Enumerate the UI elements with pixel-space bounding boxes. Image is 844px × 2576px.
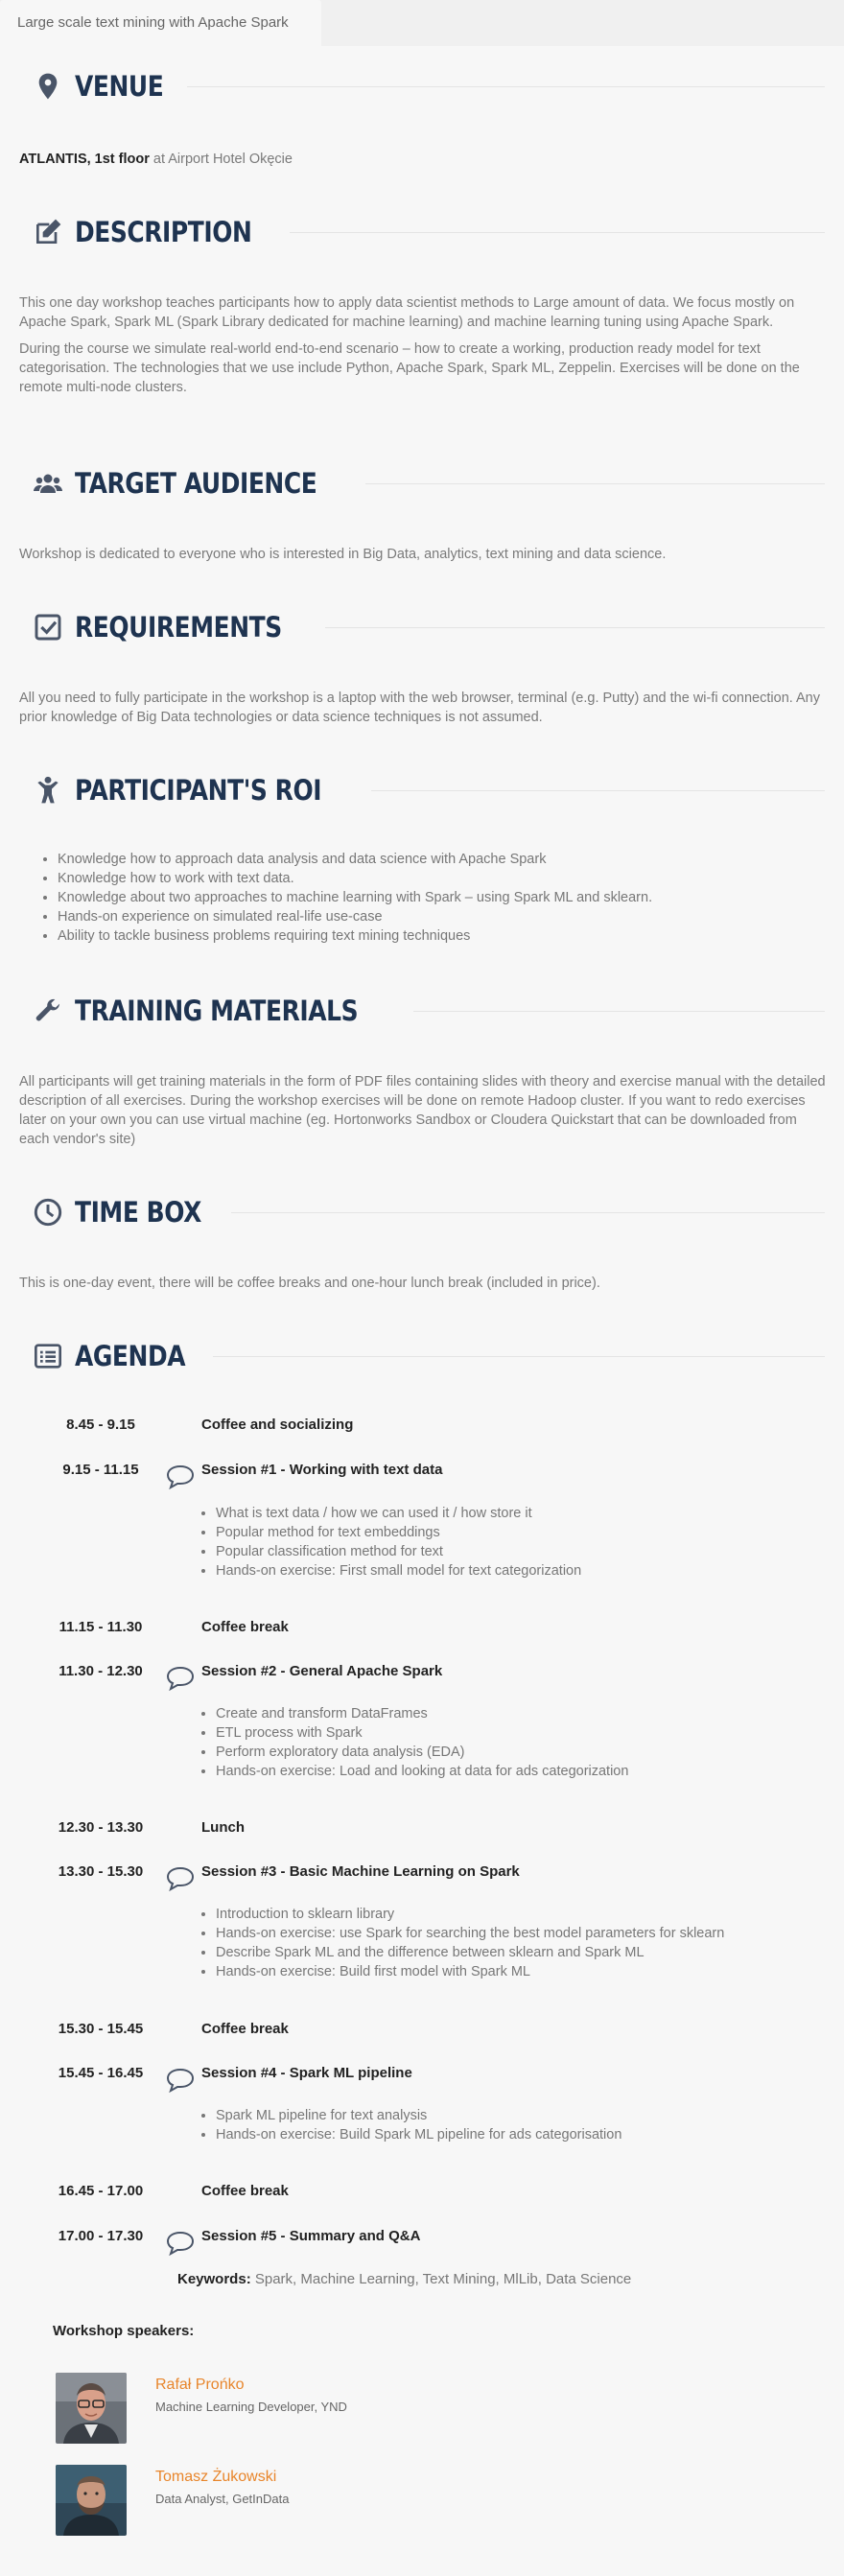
- agenda-item: • Popular method for text embeddings: [216, 1523, 810, 1542]
- requirements-heading: [29, 608, 825, 646]
- divider: [371, 790, 825, 791]
- speakers-title: Workshop speakers:: [53, 2323, 195, 2339]
- agenda-title: Session #3 - Basic Machine Learning on Spark: [201, 1863, 520, 1880]
- agenda-time: 16.45 - 17.00: [58, 2183, 144, 2199]
- agenda-title: Coffee break: [201, 1619, 289, 1635]
- agenda-row: [0, 1458, 844, 1487]
- agenda-item: • What is text data / how we can used it / how store it: [216, 1504, 810, 1523]
- agenda-row: [0, 2179, 844, 2208]
- tab-workshop[interactable]: Large scale text mining with Apache Spark: [0, 0, 321, 46]
- timebox-text: This is one-day event, there will be coffee breaks and one-hour lunch break (included in price).: [19, 1276, 600, 1291]
- speech-bubble-icon: [165, 1464, 196, 1492]
- agenda-item: • Perform exploratory data analysis (EDA): [216, 1743, 810, 1762]
- audience-heading: [29, 464, 825, 503]
- clock-icon: [29, 1193, 67, 1231]
- agenda-title: Session #2 - General Apache Spark: [201, 1663, 443, 1679]
- agenda-items: [216, 1905, 810, 1981]
- description-title: DESCRIPTION: [75, 216, 252, 248]
- agenda-time: 11.30 - 12.30: [59, 1663, 143, 1679]
- agenda-title: Coffee and socializing: [201, 1417, 354, 1433]
- keywords: [177, 2271, 631, 2287]
- requirements-text: All you need to fully participate in the workshop is a laptop with the web browser, terminal (e.g. Putty) and the wi-fi connection. Any prior knowledge of Big Data technologies or data science techniques is not assumed.: [19, 691, 820, 725]
- speech-bubble-icon: [165, 2067, 196, 2096]
- speaker-role: Data Analyst, GetInData: [155, 2492, 290, 2506]
- agenda-row: [0, 2061, 844, 2090]
- agenda-time: 13.30 - 15.30: [58, 1863, 144, 1880]
- venue-hotel: at Airport Hotel Okęcie: [149, 152, 293, 167]
- roi-title: PARTICIPANT'S ROI: [75, 774, 322, 807]
- speaker-card[interactable]: [56, 2465, 727, 2538]
- users-icon: [29, 464, 67, 503]
- avatar: [56, 2465, 127, 2536]
- roi-item: • Hands-on experience on simulated real-life use-case: [58, 907, 806, 926]
- agenda-time: 12.30 - 13.30: [58, 1819, 144, 1836]
- description-heading: [29, 213, 825, 251]
- venue-text: [19, 150, 827, 169]
- agenda-item: • Hands-on exercise: Build Spark ML pipeline for ads categorisation: [216, 2125, 810, 2144]
- agenda-item: • Introduction to sklearn library: [216, 1905, 810, 1924]
- agenda-row: [0, 1615, 844, 1644]
- timebox-title: TIME BOX: [75, 1196, 201, 1229]
- map-marker-icon: [29, 67, 67, 105]
- agenda-row: [0, 2224, 844, 2253]
- venue-heading: [29, 67, 825, 105]
- divider: [213, 1356, 825, 1357]
- speech-bubble-icon: [165, 2230, 196, 2259]
- agenda-title: Session #1 - Working with text data: [201, 1462, 443, 1478]
- roi-item: • Knowledge about two approaches to machine learning with Spark – using Spark ML and sklearn.: [58, 888, 806, 907]
- agenda-item: • Hands-on exercise: Load and looking at data for ads categorization: [216, 1762, 810, 1781]
- divider: [187, 86, 825, 87]
- audience-text: Workshop is dedicated to everyone who is interested in Big Data, analytics, text mining and data science.: [19, 547, 667, 562]
- checkbox-icon: [29, 608, 67, 646]
- agenda-time: 15.30 - 15.45: [58, 2021, 144, 2037]
- divider: [231, 1212, 825, 1213]
- materials-title: TRAINING MATERIALS: [75, 995, 359, 1027]
- agenda-title: Coffee break: [201, 2183, 289, 2199]
- list-icon: [29, 1337, 67, 1375]
- agenda-items: [216, 1704, 810, 1781]
- agenda-item: • Hands-on exercise: First small model for text categorization: [216, 1561, 810, 1581]
- description-text: [19, 293, 827, 405]
- venue-place: ATLANTIS, 1st floor: [19, 152, 150, 167]
- agenda-heading: [29, 1337, 825, 1375]
- agenda-title: Lunch: [201, 1819, 245, 1836]
- divider: [365, 483, 825, 484]
- agenda-title: AGENDA: [75, 1340, 186, 1372]
- edit-icon: [29, 213, 67, 251]
- roi-item: • Knowledge how to approach data analysis and data science with Apache Spark: [58, 850, 806, 869]
- speaker-role: Machine Learning Developer, YND: [155, 2400, 347, 2414]
- agenda-row: [0, 1860, 844, 1888]
- speaker-card[interactable]: [56, 2373, 727, 2446]
- divider: [290, 232, 825, 233]
- roi-item: • Ability to tackle business problems requiring text mining techniques: [58, 926, 806, 946]
- materials-text: All participants will get training materials in the form of PDF files containing slides with theory and exercise manual with the detailed description of all exercises. During the workshop exercises will be done on remote Hadoop cluster. If you want to redo exercises later on your own you can use virtual machine (eg. Hortonworks Sandbox or Cloudera Quickstart that can be downloaded from each vendor's site): [19, 1074, 826, 1147]
- agenda-item: • Popular classification method for text: [216, 1542, 810, 1561]
- wrench-icon: [29, 992, 67, 1030]
- agenda-row: [0, 1413, 844, 1441]
- keywords-value: Spark, Machine Learning, Text Mining, MlLib, Data Science: [250, 2271, 632, 2287]
- keywords-label: Keywords:: [177, 2271, 251, 2287]
- roi-list: [58, 850, 806, 946]
- agenda-item: • Create and transform DataFrames: [216, 1704, 810, 1723]
- roi-heading: [29, 771, 825, 809]
- timebox-heading: [29, 1193, 825, 1231]
- roi-item: • Knowledge how to work with text data.: [58, 869, 806, 888]
- agenda-time: 17.00 - 17.30: [58, 2228, 144, 2244]
- agenda-item: • Hands-on exercise: Build first model with Spark ML: [216, 1962, 810, 1981]
- agenda-row: [0, 1815, 844, 1844]
- person-icon: [29, 771, 67, 809]
- audience-title: TARGET AUDIENCE: [75, 467, 317, 500]
- description-p2: During the course we simulate real-world end-to-end scenario – how to create a working, production ready model for text categorisation. The technologies that we use include Python, Apache Spark, Spark ML, Zeppelin. Exercises will be done on the remote multi-node clusters.: [19, 341, 800, 395]
- agenda-item: • ETL process with Spark: [216, 1723, 810, 1743]
- speaker-name[interactable]: Rafał Prońko: [155, 2377, 245, 2393]
- divider: [413, 1011, 825, 1012]
- agenda-row: [0, 2017, 844, 2046]
- description-p1: This one day workshop teaches participants how to apply data scientist methods to Large amount of data. We focus mostly on Apache Spark, Spark ML (Spark Library dedicated for machine learning) and machine learning tuning using Apache Spark.: [19, 295, 795, 330]
- speech-bubble-icon: [165, 1665, 196, 1694]
- speech-bubble-icon: [165, 1865, 196, 1894]
- agenda-time: 9.15 - 11.15: [62, 1462, 139, 1478]
- agenda-item: • Describe Spark ML and the difference between sklearn and Spark ML: [216, 1943, 810, 1962]
- agenda-items: [216, 2106, 810, 2144]
- agenda-item: • Spark ML pipeline for text analysis: [216, 2106, 810, 2125]
- agenda-title: Session #5 - Summary and Q&A: [201, 2228, 421, 2244]
- materials-heading: [29, 992, 825, 1030]
- divider: [325, 627, 825, 628]
- agenda-item: • Hands-on exercise: use Spark for searching the best model parameters for sklearn: [216, 1924, 810, 1943]
- agenda-title: Session #4 - Spark ML pipeline: [201, 2065, 412, 2081]
- venue-title: VENUE: [75, 70, 164, 103]
- agenda-time: 8.45 - 9.15: [66, 1417, 135, 1433]
- content-panel: [0, 46, 844, 2576]
- requirements-title: REQUIREMENTS: [75, 611, 282, 644]
- speaker-name[interactable]: Tomasz Żukowski: [155, 2469, 277, 2485]
- agenda-title: Coffee break: [201, 2021, 289, 2037]
- avatar: [56, 2373, 127, 2444]
- agenda-time: 15.45 - 16.45: [58, 2065, 144, 2081]
- agenda-time: 11.15 - 11.30: [59, 1619, 143, 1635]
- agenda-row: [0, 1659, 844, 1688]
- agenda-items: [216, 1504, 810, 1581]
